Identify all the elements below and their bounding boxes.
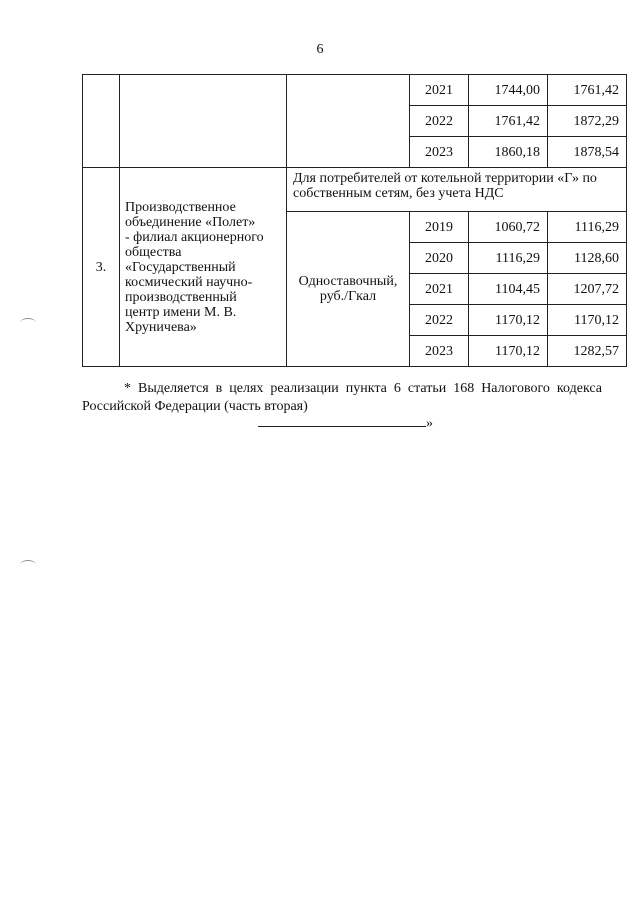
cell-year: 2021 (410, 274, 469, 305)
margin-mark (20, 318, 36, 327)
margin-mark (20, 560, 36, 569)
cell-value-2: 1878,54 (548, 137, 627, 168)
closing-quote: » (426, 416, 433, 431)
group-header: Для потребителей от котельной территории «Г» по собственным сетям, без учета НДС (287, 168, 627, 212)
cell-value-2: 1872,29 (548, 106, 627, 137)
cell-value-1: 1060,72 (469, 212, 548, 243)
cell-value-2: 1116,29 (548, 212, 627, 243)
cell-year: 2022 (410, 305, 469, 336)
cell-value-1: 1116,29 (469, 243, 548, 274)
cell-year: 2020 (410, 243, 469, 274)
cell-value-1: 1170,12 (469, 305, 548, 336)
cell-value-2: 1282,57 (548, 336, 627, 367)
tariff-type-text: Одноставочный, руб./Гкал (298, 274, 398, 304)
closing-line (258, 414, 433, 432)
cell-value-2: 1761,42 (548, 75, 627, 106)
cell-year: 2022 (410, 106, 469, 137)
cell-value-2: 1207,72 (548, 274, 627, 305)
tariff-table (82, 74, 627, 367)
tariff-type (287, 212, 410, 367)
table-row (83, 168, 627, 212)
cell-empty-num (83, 75, 120, 168)
cell-value-1: 1170,12 (469, 336, 548, 367)
cell-year: 2019 (410, 212, 469, 243)
footnote: * Выделяется в целях реализации пункта 6 статьи 168 Налогового кодекса Российской Федерации (часть вторая) (82, 381, 602, 414)
cell-value-1: 1104,45 (469, 274, 548, 305)
cell-year: 2021 (410, 75, 469, 106)
cell-empty-org (120, 75, 287, 168)
cell-value-1: 1744,00 (469, 75, 548, 106)
cell-year: 2023 (410, 336, 469, 367)
entry-number: 3. (83, 168, 120, 367)
page-number: 6 (316, 42, 324, 57)
cell-empty-type (287, 75, 410, 168)
organization-name-text: Производственное объединение «Полет» - филиал акционерного общества «Государственный космический научно- производственный центр имени М. В. Хруничева» (125, 199, 264, 335)
cell-year: 2023 (410, 137, 469, 168)
cell-value-1: 1860,18 (469, 137, 548, 168)
cell-value-1: 1761,42 (469, 106, 548, 137)
cell-value-2: 1170,12 (548, 305, 627, 336)
organization-name (120, 168, 287, 367)
cell-value-2: 1128,60 (548, 243, 627, 274)
table-row (83, 75, 627, 106)
underline-rule (258, 414, 426, 427)
